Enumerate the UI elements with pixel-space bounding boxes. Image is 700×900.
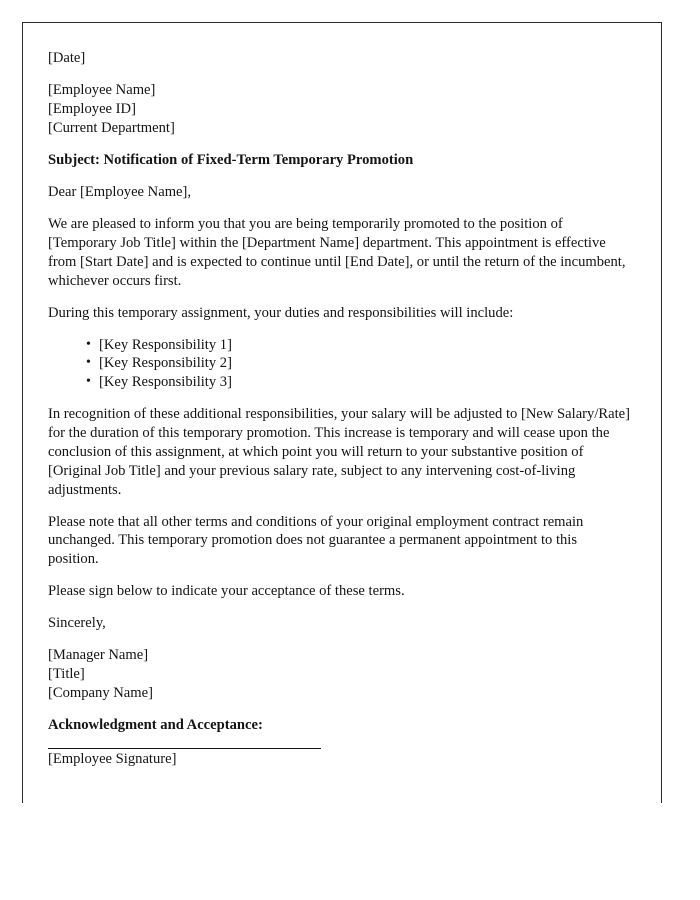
sender-block <box>48 646 631 703</box>
paragraph-introduction: We are pleased to inform you that you are being temporarily promoted to the position of [Temporary Job Title] within the [Department Name] department. This appointment is effective from [Start Date] and is expected to continue until [End Date], or until the return of the incumbent, whichever occurs first. <box>48 215 626 289</box>
document-page <box>22 22 662 803</box>
salutation: Dear [Employee Name], <box>48 183 192 200</box>
paragraph-duties-lead: During this temporary assignment, your duties and responsibilities will include: <box>48 304 514 321</box>
signature-label: [Employee Signature] <box>48 751 177 768</box>
recipient-name: [Employee Name] <box>48 81 156 98</box>
recipient-id: [Employee ID] <box>48 100 136 117</box>
sender-company: [Company Name] <box>48 685 153 702</box>
signature-line <box>48 748 321 749</box>
paragraph-terms: Please note that all other terms and conditions of your original employment contract remain unchanged. This temporary promotion does not guarantee a permanent appointment to this position. <box>48 513 584 568</box>
sender-title: [Title] <box>48 666 85 683</box>
sender-name: [Manager Name] <box>48 647 149 664</box>
subject-line: Subject: Notification of Fixed-Term Temporary Promotion <box>48 151 414 168</box>
list-item: • [Key Responsibility 1] <box>86 336 631 355</box>
paragraph-salary: In recognition of these additional responsibilities, your salary will be adjusted to [New Salary/Rate] for the duration of this temporary promotion. This increase is temporary and will cease upon the conclusion of this assignment, at which point you will return to your substantive position of [Original Job Title] and your previous salary rate, subject to any intervening cost-of-living adjustments. <box>48 405 630 498</box>
document-body <box>48 49 631 769</box>
list-item: • [Key Responsibility 3] <box>86 373 631 392</box>
list-item: • [Key Responsibility 2] <box>86 354 631 373</box>
closing-line: Sincerely, <box>48 615 106 632</box>
acknowledgment-heading: Acknowledgment and Acceptance: <box>48 717 263 734</box>
date-line: [Date] <box>48 50 86 66</box>
recipient-department: [Current Department] <box>48 119 175 136</box>
responsibilities-list <box>48 336 631 392</box>
signature-area <box>48 748 631 769</box>
paragraph-sign-request: Please sign below to indicate your acceptance of these terms. <box>48 583 405 600</box>
recipient-block <box>48 81 631 138</box>
